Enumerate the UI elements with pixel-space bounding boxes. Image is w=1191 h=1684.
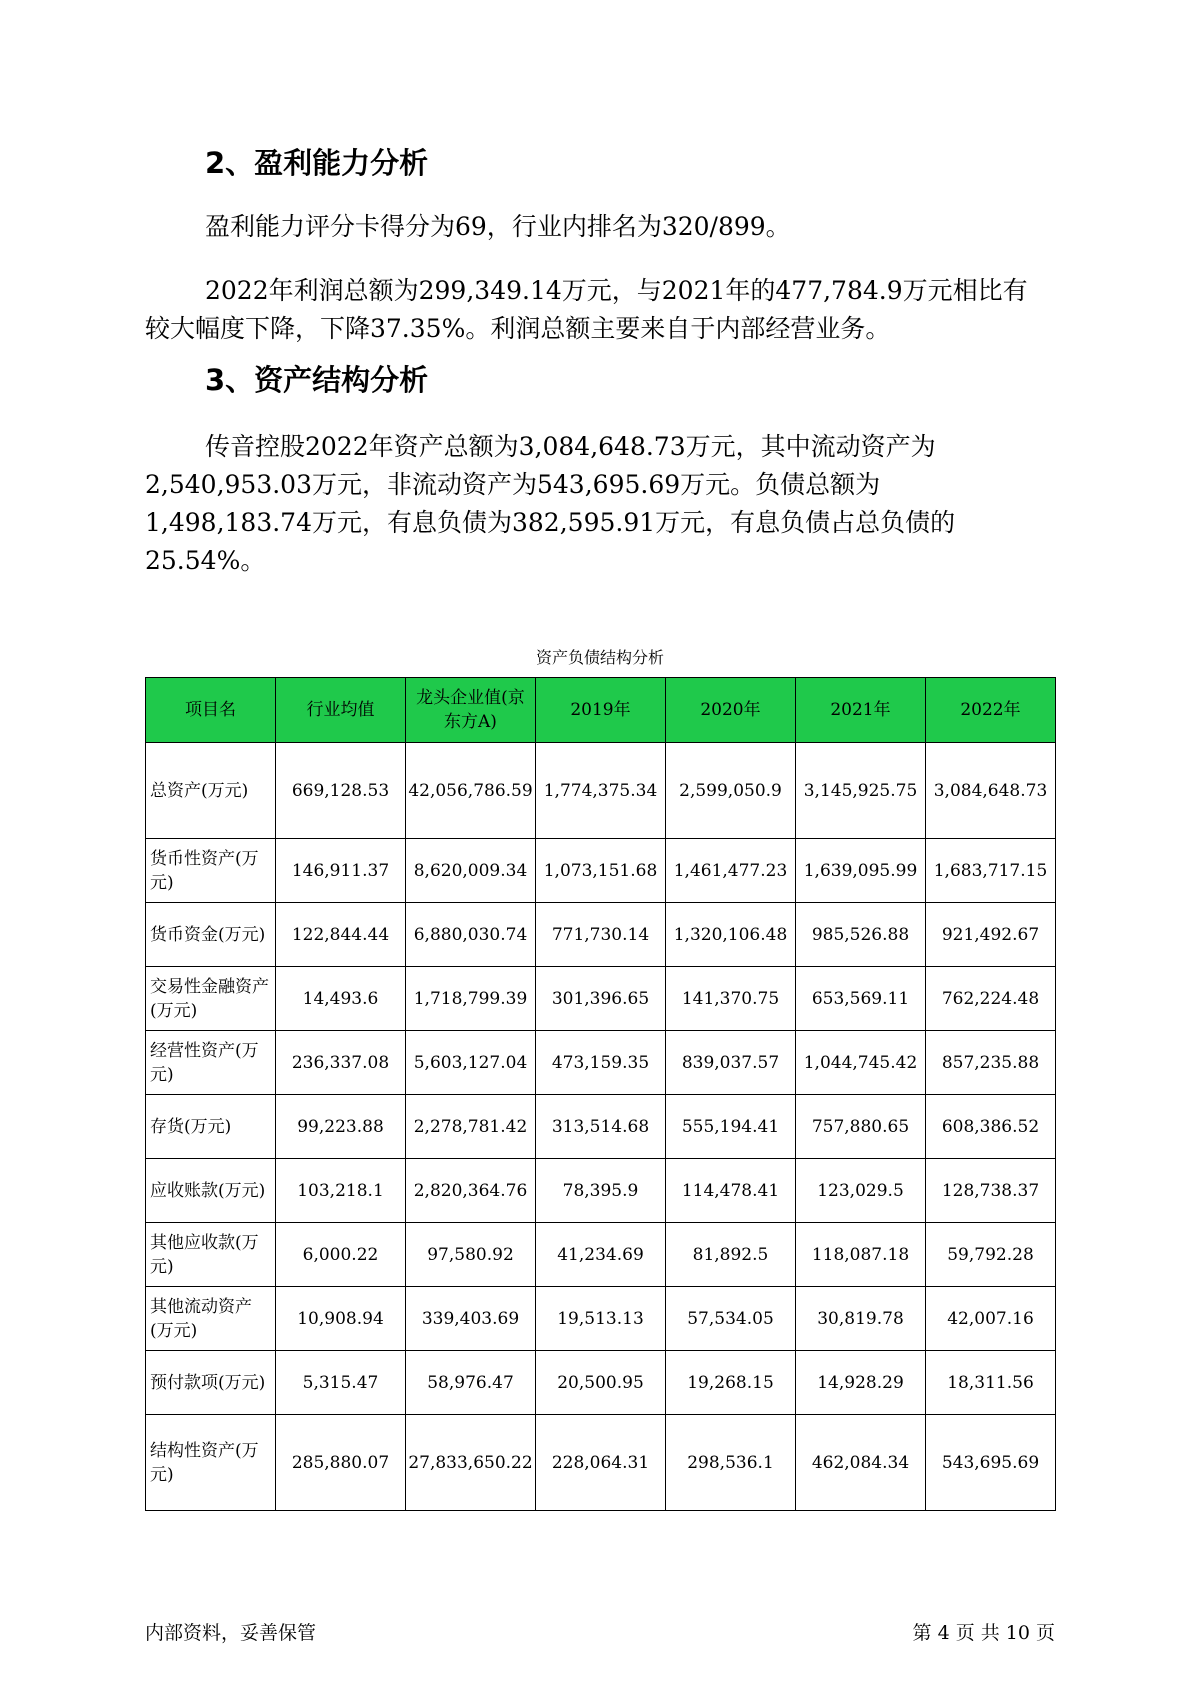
profit-paragraph-line: 2022年利润总额为299,349.14万元，与2021年的477,784.9万元相比有 xyxy=(205,276,1028,305)
row-label-cell: 货币性资产(万元) xyxy=(146,839,276,903)
value-cell: 123,029.5 xyxy=(796,1159,926,1223)
table-row xyxy=(146,903,1056,967)
column-header: 2021年 xyxy=(796,678,926,743)
value-cell: 462,084.34 xyxy=(796,1415,926,1511)
row-label-cell: 经营性资产(万元) xyxy=(146,1031,276,1095)
row-label-cell: 其他流动资产(万元) xyxy=(146,1287,276,1351)
value-cell: 103,218.1 xyxy=(276,1159,406,1223)
value-cell: 141,370.75 xyxy=(666,967,796,1031)
value-cell: 58,976.47 xyxy=(406,1351,536,1415)
value-cell: 1,718,799.39 xyxy=(406,967,536,1031)
value-cell: 146,911.37 xyxy=(276,839,406,903)
asset-paragraph-line: 传音控股2022年资产总额为3,084,648.73万元，其中流动资产为 xyxy=(205,432,936,461)
value-cell: 543,695.69 xyxy=(926,1415,1056,1511)
value-cell: 128,738.37 xyxy=(926,1159,1056,1223)
value-cell: 757,880.65 xyxy=(796,1095,926,1159)
value-cell: 18,311.56 xyxy=(926,1351,1056,1415)
value-cell: 118,087.18 xyxy=(796,1223,926,1287)
table-row xyxy=(146,1031,1056,1095)
value-cell: 5,603,127.04 xyxy=(406,1031,536,1095)
value-cell: 339,403.69 xyxy=(406,1287,536,1351)
section-heading-profitability: 2、盈利能力分析 xyxy=(205,146,429,180)
profitability-score-paragraph: 盈利能力评分卡得分为69，行业内排名为320/899。 xyxy=(205,212,791,241)
value-cell: 27,833,650.22 xyxy=(406,1415,536,1511)
table-row xyxy=(146,1223,1056,1287)
value-cell: 857,235.88 xyxy=(926,1031,1056,1095)
value-cell: 839,037.57 xyxy=(666,1031,796,1095)
value-cell: 14,928.29 xyxy=(796,1351,926,1415)
section-heading-asset-structure: 3、资产结构分析 xyxy=(205,363,429,397)
value-cell: 5,315.47 xyxy=(276,1351,406,1415)
profit-paragraph xyxy=(145,272,1065,348)
value-cell: 2,599,050.9 xyxy=(666,743,796,839)
value-cell: 555,194.41 xyxy=(666,1095,796,1159)
value-cell: 608,386.52 xyxy=(926,1095,1056,1159)
value-cell: 1,683,717.15 xyxy=(926,839,1056,903)
value-cell: 1,044,745.42 xyxy=(796,1031,926,1095)
asset-structure-paragraph xyxy=(145,428,1065,580)
value-cell: 122,844.44 xyxy=(276,903,406,967)
asset-paragraph-line: 2,540,953.03万元，非流动资产为543,695.69万元。负债总额为 xyxy=(145,470,881,499)
value-cell: 298,536.1 xyxy=(666,1415,796,1511)
table-row xyxy=(146,1415,1056,1511)
value-cell: 59,792.28 xyxy=(926,1223,1056,1287)
value-cell: 1,320,106.48 xyxy=(666,903,796,967)
table-row xyxy=(146,1095,1056,1159)
value-cell: 1,461,477.23 xyxy=(666,839,796,903)
value-cell: 236,337.08 xyxy=(276,1031,406,1095)
value-cell: 1,639,095.99 xyxy=(796,839,926,903)
footer-confidential-note: 内部资料，妥善保管 xyxy=(145,1622,317,1644)
row-label-cell: 总资产(万元) xyxy=(146,743,276,839)
value-cell: 301,396.65 xyxy=(536,967,666,1031)
value-cell: 97,580.92 xyxy=(406,1223,536,1287)
row-label-cell: 交易性金融资产(万元) xyxy=(146,967,276,1031)
value-cell: 20,500.95 xyxy=(536,1351,666,1415)
value-cell: 81,892.5 xyxy=(666,1223,796,1287)
column-header: 2019年 xyxy=(536,678,666,743)
table-row xyxy=(146,967,1056,1031)
value-cell: 10,908.94 xyxy=(276,1287,406,1351)
value-cell: 313,514.68 xyxy=(536,1095,666,1159)
value-cell: 99,223.88 xyxy=(276,1095,406,1159)
row-label-cell: 存货(万元) xyxy=(146,1095,276,1159)
page-number: 第 4 页 共 10 页 xyxy=(912,1622,1055,1644)
value-cell: 114,478.41 xyxy=(666,1159,796,1223)
value-cell: 42,056,786.59 xyxy=(406,743,536,839)
table-header-row xyxy=(146,678,1056,743)
table-caption: 资产负债结构分析 xyxy=(535,648,664,667)
table-row xyxy=(146,1287,1056,1351)
row-label-cell: 应收账款(万元) xyxy=(146,1159,276,1223)
value-cell: 985,526.88 xyxy=(796,903,926,967)
value-cell: 653,569.11 xyxy=(796,967,926,1031)
value-cell: 921,492.67 xyxy=(926,903,1056,967)
value-cell: 1,774,375.34 xyxy=(536,743,666,839)
value-cell: 762,224.48 xyxy=(926,967,1056,1031)
value-cell: 19,268.15 xyxy=(666,1351,796,1415)
column-header: 2020年 xyxy=(666,678,796,743)
value-cell: 19,513.13 xyxy=(536,1287,666,1351)
value-cell: 30,819.78 xyxy=(796,1287,926,1351)
column-header: 行业均值 xyxy=(276,678,406,743)
table-row xyxy=(146,743,1056,839)
table-row xyxy=(146,1159,1056,1223)
column-header: 项目名 xyxy=(146,678,276,743)
value-cell: 285,880.07 xyxy=(276,1415,406,1511)
value-cell: 2,820,364.76 xyxy=(406,1159,536,1223)
row-label-cell: 结构性资产(万元) xyxy=(146,1415,276,1511)
value-cell: 78,395.9 xyxy=(536,1159,666,1223)
value-cell: 8,620,009.34 xyxy=(406,839,536,903)
value-cell: 228,064.31 xyxy=(536,1415,666,1511)
table-row xyxy=(146,1351,1056,1415)
column-header: 2022年 xyxy=(926,678,1056,743)
asset-paragraph-line: 1,498,183.74万元，有息负债为382,595.91万元，有息负债占总负债的 xyxy=(145,508,956,537)
value-cell: 771,730.14 xyxy=(536,903,666,967)
column-header: 龙头企业值(京东方A) xyxy=(406,678,536,743)
row-label-cell: 预付款项(万元) xyxy=(146,1351,276,1415)
balance-structure-table xyxy=(145,677,1056,1511)
value-cell: 6,880,030.74 xyxy=(406,903,536,967)
value-cell: 2,278,781.42 xyxy=(406,1095,536,1159)
value-cell: 3,084,648.73 xyxy=(926,743,1056,839)
row-label-cell: 其他应收款(万元) xyxy=(146,1223,276,1287)
value-cell: 41,234.69 xyxy=(536,1223,666,1287)
value-cell: 669,128.53 xyxy=(276,743,406,839)
profit-paragraph-line: 较大幅度下降，下降37.35%。利润总额主要来自于内部经营业务。 xyxy=(145,314,891,343)
row-label-cell: 货币资金(万元) xyxy=(146,903,276,967)
value-cell: 3,145,925.75 xyxy=(796,743,926,839)
table-row xyxy=(146,839,1056,903)
asset-paragraph-line: 25.54%。 xyxy=(145,546,266,575)
value-cell: 14,493.6 xyxy=(276,967,406,1031)
value-cell: 42,007.16 xyxy=(926,1287,1056,1351)
value-cell: 6,000.22 xyxy=(276,1223,406,1287)
value-cell: 1,073,151.68 xyxy=(536,839,666,903)
value-cell: 57,534.05 xyxy=(666,1287,796,1351)
value-cell: 473,159.35 xyxy=(536,1031,666,1095)
